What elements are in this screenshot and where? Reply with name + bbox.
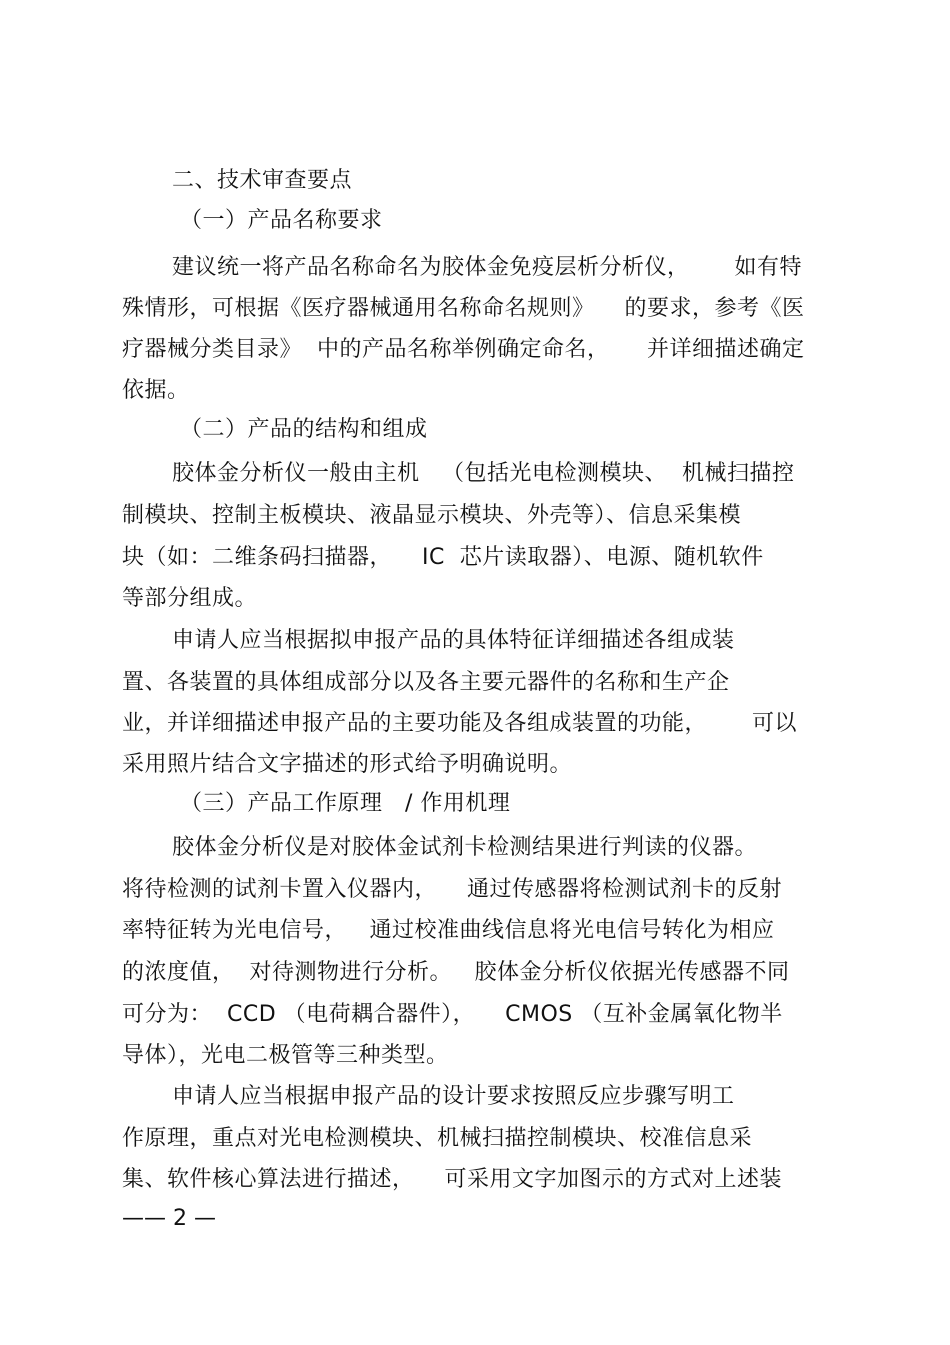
section-heading: 二、技术审查要点 (172, 168, 353, 193)
page-number: —— 2 — (122, 1206, 216, 1231)
paragraph-line: 可分为： CCD （电荷耦合器件）， CMOS （互补金属氧化物半 (122, 1002, 783, 1027)
paragraph-line: 等部分组成。 (122, 586, 258, 611)
paragraph-line: 胶体金分析仪是对胶体金试剂卡检测结果进行判读的仪器。 (172, 835, 758, 860)
subsection-heading: （一）产品名称要求 (180, 208, 383, 233)
paragraph-line: 作原理，重点对光电检测模块、机械扫描控制模块、校准信息采 (122, 1126, 753, 1151)
paragraph-line: 疗器械分类目录》 中的产品名称举例确定命名， 并详细描述确定 (122, 337, 805, 362)
paragraph-line: 制模块、控制主板模块、液晶显示模块、外壳等）、信息采集模 (122, 503, 742, 528)
paragraph-line: 依据。 (122, 378, 190, 403)
paragraph-line: 块（如：二维条码扫描器， IC 芯片读取器）、电源、随机软件 (122, 545, 764, 570)
paragraph-line: 胶体金分析仪一般由主机 （包括光电检测模块、 机械扫描控 (172, 461, 795, 486)
paragraph-line: 置、各装置的具体组成部分以及各主要元器件的名称和生产企 (122, 670, 730, 695)
paragraph-line: 业，并详细描述申报产品的主要功能及各组成装置的功能， 可以 (122, 711, 797, 736)
paragraph-line: 建议统一将产品名称命名为胶体金免疫层析分析仪， 如有特 (172, 255, 802, 280)
paragraph-line: 采用照片结合文字描述的形式给予明确说明。 (122, 752, 573, 777)
subsection-heading: （二）产品的结构和组成 (180, 417, 428, 442)
paragraph-line: 的浓度值， 对待测物进行分析。 胶体金分析仪依据光传感器不同 (122, 960, 790, 985)
paragraph-line: 殊情形，可根据《医疗器械通用名称命名规则》 的要求，参考《医 (122, 296, 805, 321)
paragraph-line: 申请人应当根据申报产品的设计要求按照反应步骤写明工 (172, 1084, 735, 1109)
subsection-heading: （三）产品工作原理 / 作用机理 (180, 791, 511, 816)
paragraph-line: 导体），光电二极管等三种类型。 (122, 1043, 449, 1068)
paragraph-line: 集、软件核心算法进行描述， 可采用文字加图示的方式对上述装 (122, 1167, 782, 1192)
paragraph-line: 率特征转为光电信号， 通过校准曲线信息将光电信号转化为相应 (122, 918, 775, 943)
paragraph-line: 申请人应当根据拟申报产品的具体特征详细描述各组成装 (172, 628, 735, 653)
paragraph-line: 将待检测的试剂卡置入仪器内， 通过传感器将检测试剂卡的反射 (122, 877, 782, 902)
